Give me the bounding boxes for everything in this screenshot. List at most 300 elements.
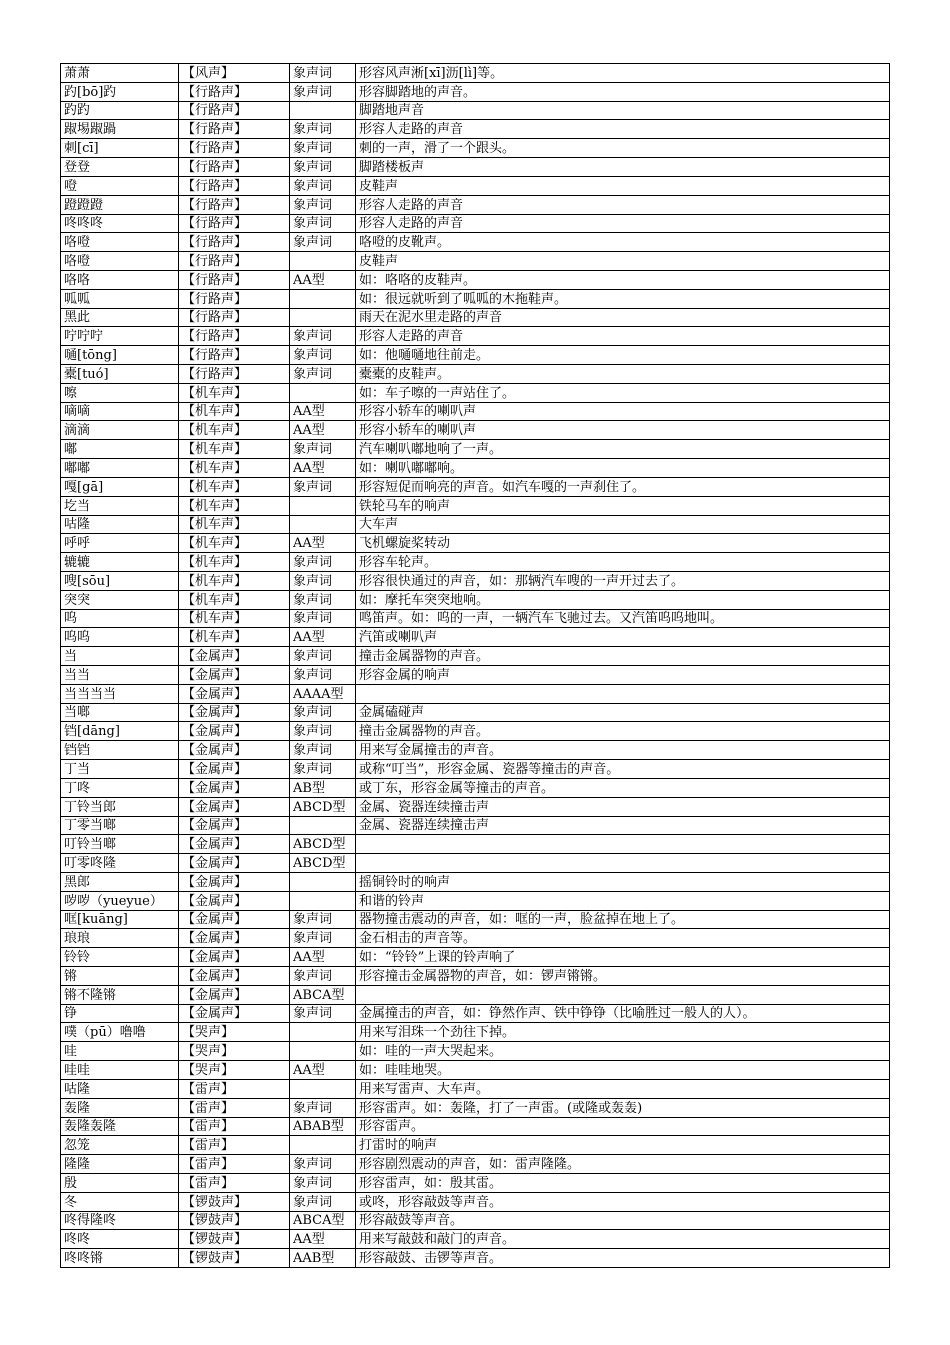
category-cell: 【金属声】: [179, 760, 290, 779]
definition-cell: 金属、瓷器连续撞击声: [356, 797, 890, 816]
table-row: [61, 722, 890, 741]
definition-cell: 器物撞击震动的声音，如：哐的一声，脸盆掉在地上了。: [356, 910, 890, 929]
word-cell: 殷: [61, 1173, 179, 1192]
definition-cell: 形容小轿车的喇叭声: [356, 421, 890, 440]
category-cell: 【行路声】: [179, 327, 290, 346]
category-cell: 【金属声】: [179, 778, 290, 797]
word-cell: 丁铃当郎: [61, 797, 179, 816]
table-row: [61, 854, 890, 873]
table-row: [61, 1042, 890, 1061]
type-cell: 象声词: [290, 1004, 356, 1023]
table-row: [61, 1004, 890, 1023]
table-row: [61, 647, 890, 666]
word-cell: 咚咚锵: [61, 1249, 179, 1268]
table-row: [61, 985, 890, 1004]
table-row: [61, 1061, 890, 1080]
category-cell: 【机车声】: [179, 402, 290, 421]
definition-cell: 形容雷声，如：殷其雷。: [356, 1173, 890, 1192]
word-cell: 噗（pū）噜噜: [61, 1023, 179, 1042]
category-cell: 【金属声】: [179, 872, 290, 891]
category-cell: 【雷声】: [179, 1136, 290, 1155]
word-cell: 丁当: [61, 760, 179, 779]
type-cell: 象声词: [290, 571, 356, 590]
table-row: [61, 684, 890, 703]
word-cell: 忽笼: [61, 1136, 179, 1155]
type-cell: 象声词: [290, 553, 356, 572]
type-cell: 象声词: [290, 195, 356, 214]
type-cell: ABAB型: [290, 1117, 356, 1136]
category-cell: 【机车声】: [179, 534, 290, 553]
category-cell: 【行路声】: [179, 176, 290, 195]
word-cell: 趵[bō]趵: [61, 82, 179, 101]
word-cell: 当: [61, 647, 179, 666]
table-row: [61, 176, 890, 195]
table-row: [61, 835, 890, 854]
word-cell: 轰隆轰隆: [61, 1117, 179, 1136]
definition-cell: 形容雷声。: [356, 1117, 890, 1136]
definition-cell: 用来写金属撞击的声音。: [356, 741, 890, 760]
onomatopoeia-table: [60, 63, 890, 1268]
type-cell: [290, 289, 356, 308]
category-cell: 【金属声】: [179, 816, 290, 835]
definition-cell: 形容敲鼓等声音。: [356, 1211, 890, 1230]
type-cell: 象声词: [290, 967, 356, 986]
type-cell: [290, 1079, 356, 1098]
category-cell: 【金属声】: [179, 910, 290, 929]
table-row: [61, 233, 890, 252]
type-cell: [290, 308, 356, 327]
table-row: [61, 872, 890, 891]
definition-cell: 形容风声淅[xī]沥[lì]等。: [356, 64, 890, 83]
type-cell: 象声词: [290, 590, 356, 609]
category-cell: 【机车声】: [179, 440, 290, 459]
word-cell: 丁零当啷: [61, 816, 179, 835]
table-row: [61, 628, 890, 647]
definition-cell: 用来写敲鼓和敲门的声音。: [356, 1230, 890, 1249]
definition-cell: 如：摩托车突突地响。: [356, 590, 890, 609]
table-row: [61, 459, 890, 478]
definition-cell: 如：哇的一声大哭起来。: [356, 1042, 890, 1061]
table-body: [61, 64, 890, 1268]
table-row: [61, 1249, 890, 1268]
category-cell: 【金属声】: [179, 741, 290, 760]
category-cell: 【行路声】: [179, 346, 290, 365]
word-cell: 嘎[gā]: [61, 477, 179, 496]
word-cell: 踧埸踧踻: [61, 120, 179, 139]
word-cell: 咚得隆咚: [61, 1211, 179, 1230]
category-cell: 【机车声】: [179, 459, 290, 478]
table-row: [61, 553, 890, 572]
category-cell: 【锣鼓声】: [179, 1192, 290, 1211]
type-cell: 象声词: [290, 910, 356, 929]
word-cell: 呜呜: [61, 628, 179, 647]
category-cell: 【金属声】: [179, 891, 290, 910]
table-row: [61, 666, 890, 685]
table-row: [61, 289, 890, 308]
category-cell: 【行路声】: [179, 365, 290, 384]
definition-cell: [356, 854, 890, 873]
type-cell: ABCD型: [290, 835, 356, 854]
category-cell: 【行路声】: [179, 308, 290, 327]
type-cell: ABCD型: [290, 854, 356, 873]
definition-cell: 形容脚踏地的声音。: [356, 82, 890, 101]
type-cell: AA型: [290, 270, 356, 289]
word-cell: 滴滴: [61, 421, 179, 440]
table-row: [61, 1079, 890, 1098]
type-cell: [290, 496, 356, 515]
category-cell: 【金属声】: [179, 967, 290, 986]
type-cell: [290, 891, 356, 910]
type-cell: 象声词: [290, 722, 356, 741]
category-cell: 【行路声】: [179, 289, 290, 308]
word-cell: 萧萧: [61, 64, 179, 83]
word-cell: 咯噔: [61, 233, 179, 252]
definition-cell: 橐橐的皮鞋声。: [356, 365, 890, 384]
category-cell: 【行路声】: [179, 120, 290, 139]
word-cell: 黑此: [61, 308, 179, 327]
category-cell: 【金属声】: [179, 647, 290, 666]
table-row: [61, 383, 890, 402]
category-cell: 【哭声】: [179, 1061, 290, 1080]
type-cell: ABCD型: [290, 797, 356, 816]
type-cell: [290, 872, 356, 891]
definition-cell: 形容人走路的声音: [356, 214, 890, 233]
definition-cell: 形容雷声。如：轰隆，打了一声雷。(或隆或轰轰): [356, 1098, 890, 1117]
category-cell: 【行路声】: [179, 101, 290, 120]
table-row: [61, 1211, 890, 1230]
definition-cell: 金属撞击的声音，如：铮然作声、铁中铮铮（比喻胜过一般人的人）。: [356, 1004, 890, 1023]
definition-cell: 用来写泪珠一个劲往下掉。: [356, 1023, 890, 1042]
definition-cell: 汽笛或喇叭声: [356, 628, 890, 647]
type-cell: [290, 252, 356, 271]
category-cell: 【哭声】: [179, 1042, 290, 1061]
type-cell: 象声词: [290, 120, 356, 139]
type-cell: ABCA型: [290, 985, 356, 1004]
table-row: [61, 496, 890, 515]
category-cell: 【机车声】: [179, 421, 290, 440]
table-row: [61, 703, 890, 722]
table-row: [61, 82, 890, 101]
category-cell: 【雷声】: [179, 1117, 290, 1136]
table-row: [61, 64, 890, 83]
category-cell: 【金属声】: [179, 854, 290, 873]
category-cell: 【行路声】: [179, 214, 290, 233]
category-cell: 【机车声】: [179, 553, 290, 572]
table-row: [61, 929, 890, 948]
word-cell: 刺[cī]: [61, 139, 179, 158]
word-cell: 嘟嘟: [61, 459, 179, 478]
type-cell: 象声词: [290, 82, 356, 101]
type-cell: 象声词: [290, 327, 356, 346]
word-cell: 锵不隆锵: [61, 985, 179, 1004]
definition-cell: 形容车轮声。: [356, 553, 890, 572]
category-cell: 【雷声】: [179, 1098, 290, 1117]
definition-cell: 形容撞击金属器物的声音，如：锣声锵锵。: [356, 967, 890, 986]
type-cell: 象声词: [290, 703, 356, 722]
type-cell: 象声词: [290, 1173, 356, 1192]
type-cell: AA型: [290, 459, 356, 478]
definition-cell: 形容人走路的声音: [356, 195, 890, 214]
word-cell: 咯咯: [61, 270, 179, 289]
table-row: [61, 214, 890, 233]
type-cell: 象声词: [290, 365, 356, 384]
word-cell: 铛铛: [61, 741, 179, 760]
definition-cell: 形容很快通过的声音，如：那辆汽车嗖的一声开过去了。: [356, 571, 890, 590]
type-cell: [290, 101, 356, 120]
type-cell: 象声词: [290, 158, 356, 177]
definition-cell: 雨天在泥水里走路的声音: [356, 308, 890, 327]
word-cell: 辘辘: [61, 553, 179, 572]
definition-cell: 如：喇叭嘟嘟响。: [356, 459, 890, 478]
table-row: [61, 1192, 890, 1211]
table-row: [61, 270, 890, 289]
definition-cell: 或咚，形容敲鼓等声音。: [356, 1192, 890, 1211]
type-cell: 象声词: [290, 666, 356, 685]
category-cell: 【机车声】: [179, 571, 290, 590]
type-cell: [290, 1023, 356, 1042]
table-row: [61, 741, 890, 760]
table-row: [61, 421, 890, 440]
table-row: [61, 139, 890, 158]
word-cell: 哐[kuāng]: [61, 910, 179, 929]
category-cell: 【机车声】: [179, 496, 290, 515]
word-cell: 琅琅: [61, 929, 179, 948]
type-cell: AA型: [290, 1061, 356, 1080]
table-row: [61, 1117, 890, 1136]
type-cell: 象声词: [290, 647, 356, 666]
word-cell: 哇: [61, 1042, 179, 1061]
table-row: [61, 891, 890, 910]
word-cell: 叮零咚隆: [61, 854, 179, 873]
table-row: [61, 797, 890, 816]
definition-cell: 撞击金属器物的声音。: [356, 647, 890, 666]
type-cell: AA型: [290, 1230, 356, 1249]
word-cell: 咛咛咛: [61, 327, 179, 346]
word-cell: 铮: [61, 1004, 179, 1023]
word-cell: 嘟: [61, 440, 179, 459]
table-row: [61, 816, 890, 835]
category-cell: 【行路声】: [179, 82, 290, 101]
type-cell: [290, 383, 356, 402]
definition-cell: 脚踏地声音: [356, 101, 890, 120]
type-cell: 象声词: [290, 214, 356, 233]
table-row: [61, 477, 890, 496]
definition-cell: 形容小轿车的喇叭声: [356, 402, 890, 421]
category-cell: 【行路声】: [179, 139, 290, 158]
word-cell: 咕隆: [61, 1079, 179, 1098]
category-cell: 【金属声】: [179, 1004, 290, 1023]
word-cell: 圪当: [61, 496, 179, 515]
table-row: [61, 1136, 890, 1155]
type-cell: [290, 816, 356, 835]
definition-cell: 和谐的铃声: [356, 891, 890, 910]
definition-cell: 如：车子嚓的一声站住了。: [356, 383, 890, 402]
table-row: [61, 1098, 890, 1117]
definition-cell: 用来写雷声、大车声。: [356, 1079, 890, 1098]
category-cell: 【机车声】: [179, 609, 290, 628]
definition-cell: 如：咯咯的皮鞋声。: [356, 270, 890, 289]
type-cell: [290, 1136, 356, 1155]
definition-cell: 形容短促而响亮的声音。如汽车嘎的一声刹住了。: [356, 477, 890, 496]
table-row: [61, 515, 890, 534]
word-cell: 锵: [61, 967, 179, 986]
definition-cell: 或称“叮当”，形容金属、瓷器等撞击的声音。: [356, 760, 890, 779]
word-cell: 呱呱: [61, 289, 179, 308]
table-row: [61, 967, 890, 986]
definition-cell: 打雷时的响声: [356, 1136, 890, 1155]
category-cell: 【行路声】: [179, 270, 290, 289]
word-cell: 嚓: [61, 383, 179, 402]
category-cell: 【金属声】: [179, 948, 290, 967]
type-cell: AAB型: [290, 1249, 356, 1268]
type-cell: AAAA型: [290, 684, 356, 703]
type-cell: [290, 1042, 356, 1061]
word-cell: 隆隆: [61, 1155, 179, 1174]
word-cell: 哕哕（yueyue）: [61, 891, 179, 910]
word-cell: 呜: [61, 609, 179, 628]
table-row: [61, 402, 890, 421]
type-cell: 象声词: [290, 929, 356, 948]
category-cell: 【金属声】: [179, 684, 290, 703]
type-cell: 象声词: [290, 609, 356, 628]
word-cell: 当啷: [61, 703, 179, 722]
type-cell: 象声词: [290, 233, 356, 252]
category-cell: 【雷声】: [179, 1079, 290, 1098]
category-cell: 【行路声】: [179, 195, 290, 214]
type-cell: 象声词: [290, 139, 356, 158]
category-cell: 【行路声】: [179, 233, 290, 252]
category-cell: 【行路声】: [179, 158, 290, 177]
word-cell: 突突: [61, 590, 179, 609]
definition-cell: 咯噔的皮靴声。: [356, 233, 890, 252]
word-cell: 咚咚: [61, 1230, 179, 1249]
table-row: [61, 101, 890, 120]
type-cell: 象声词: [290, 760, 356, 779]
type-cell: AB型: [290, 778, 356, 797]
type-cell: [290, 515, 356, 534]
definition-cell: 脚踏楼板声: [356, 158, 890, 177]
type-cell: AA型: [290, 534, 356, 553]
category-cell: 【金属声】: [179, 703, 290, 722]
type-cell: AA型: [290, 421, 356, 440]
word-cell: 登登: [61, 158, 179, 177]
word-cell: 铛[dāng]: [61, 722, 179, 741]
definition-cell: 如：很远就听到了呱呱的木拖鞋声。: [356, 289, 890, 308]
type-cell: 象声词: [290, 346, 356, 365]
table-row: [61, 158, 890, 177]
word-cell: 当当: [61, 666, 179, 685]
type-cell: AA型: [290, 948, 356, 967]
word-cell: 嗖[sōu]: [61, 571, 179, 590]
category-cell: 【风声】: [179, 64, 290, 83]
table-row: [61, 308, 890, 327]
category-cell: 【锣鼓声】: [179, 1230, 290, 1249]
category-cell: 【金属声】: [179, 722, 290, 741]
word-cell: 嗵[tōng]: [61, 346, 179, 365]
category-cell: 【机车声】: [179, 383, 290, 402]
table-row: [61, 1155, 890, 1174]
definition-cell: 形容人走路的声音: [356, 327, 890, 346]
word-cell: 轰隆: [61, 1098, 179, 1117]
category-cell: 【机车声】: [179, 590, 290, 609]
category-cell: 【金属声】: [179, 835, 290, 854]
definition-cell: 形容金属的响声: [356, 666, 890, 685]
definition-cell: 刺的一声，滑了一个跟头。: [356, 139, 890, 158]
type-cell: 象声词: [290, 440, 356, 459]
table-row: [61, 252, 890, 271]
category-cell: 【锣鼓声】: [179, 1249, 290, 1268]
definition-cell: 摇铜铃时的响声: [356, 872, 890, 891]
word-cell: 当当当当: [61, 684, 179, 703]
category-cell: 【行路声】: [179, 252, 290, 271]
type-cell: ABCA型: [290, 1211, 356, 1230]
table-row: [61, 120, 890, 139]
word-cell: 铃铃: [61, 948, 179, 967]
type-cell: AA型: [290, 402, 356, 421]
word-cell: 蹬蹬蹬: [61, 195, 179, 214]
word-cell: 橐[tuó]: [61, 365, 179, 384]
type-cell: 象声词: [290, 477, 356, 496]
definition-cell: 鸣笛声。如：呜的一声，一辆汽车飞驰过去。又汽笛呜呜地叫。: [356, 609, 890, 628]
category-cell: 【金属声】: [179, 666, 290, 685]
type-cell: 象声词: [290, 64, 356, 83]
definition-cell: 飞机螺旋桨转动: [356, 534, 890, 553]
table-row: [61, 327, 890, 346]
category-cell: 【金属声】: [179, 797, 290, 816]
word-cell: 叮铃当啷: [61, 835, 179, 854]
table-row: [61, 571, 890, 590]
word-cell: 咚咚咚: [61, 214, 179, 233]
type-cell: 象声词: [290, 176, 356, 195]
word-cell: 趵趵: [61, 101, 179, 120]
word-cell: 嘀嘀: [61, 402, 179, 421]
table-row: [61, 778, 890, 797]
word-cell: 咯噔: [61, 252, 179, 271]
table-row: [61, 1173, 890, 1192]
table-row: [61, 195, 890, 214]
type-cell: 象声词: [290, 1155, 356, 1174]
table-row: [61, 534, 890, 553]
table-row: [61, 948, 890, 967]
type-cell: 象声词: [290, 1192, 356, 1211]
definition-cell: 或丁东，形容金属等撞击的声音。: [356, 778, 890, 797]
table-row: [61, 609, 890, 628]
word-cell: 哇哇: [61, 1061, 179, 1080]
category-cell: 【锣鼓声】: [179, 1211, 290, 1230]
definition-cell: 金属磕碰声: [356, 703, 890, 722]
table-row: [61, 440, 890, 459]
word-cell: 咕隆: [61, 515, 179, 534]
definition-cell: 铁轮马车的响声: [356, 496, 890, 515]
table-row: [61, 760, 890, 779]
definition-cell: 金石相击的声音等。: [356, 929, 890, 948]
category-cell: 【机车声】: [179, 477, 290, 496]
category-cell: 【哭声】: [179, 1023, 290, 1042]
table-row: [61, 365, 890, 384]
definition-cell: 形容人走路的声音: [356, 120, 890, 139]
definition-cell: 金属、瓷器连续撞击声: [356, 816, 890, 835]
category-cell: 【金属声】: [179, 985, 290, 1004]
definition-cell: 大车声: [356, 515, 890, 534]
category-cell: 【金属声】: [179, 929, 290, 948]
word-cell: 丁咚: [61, 778, 179, 797]
definition-cell: 如：哇哇地哭。: [356, 1061, 890, 1080]
definition-cell: 形容剧烈震动的声音，如：雷声隆隆。: [356, 1155, 890, 1174]
table-row: [61, 910, 890, 929]
definition-cell: 皮鞋声: [356, 176, 890, 195]
category-cell: 【雷声】: [179, 1173, 290, 1192]
word-cell: 呼呼: [61, 534, 179, 553]
